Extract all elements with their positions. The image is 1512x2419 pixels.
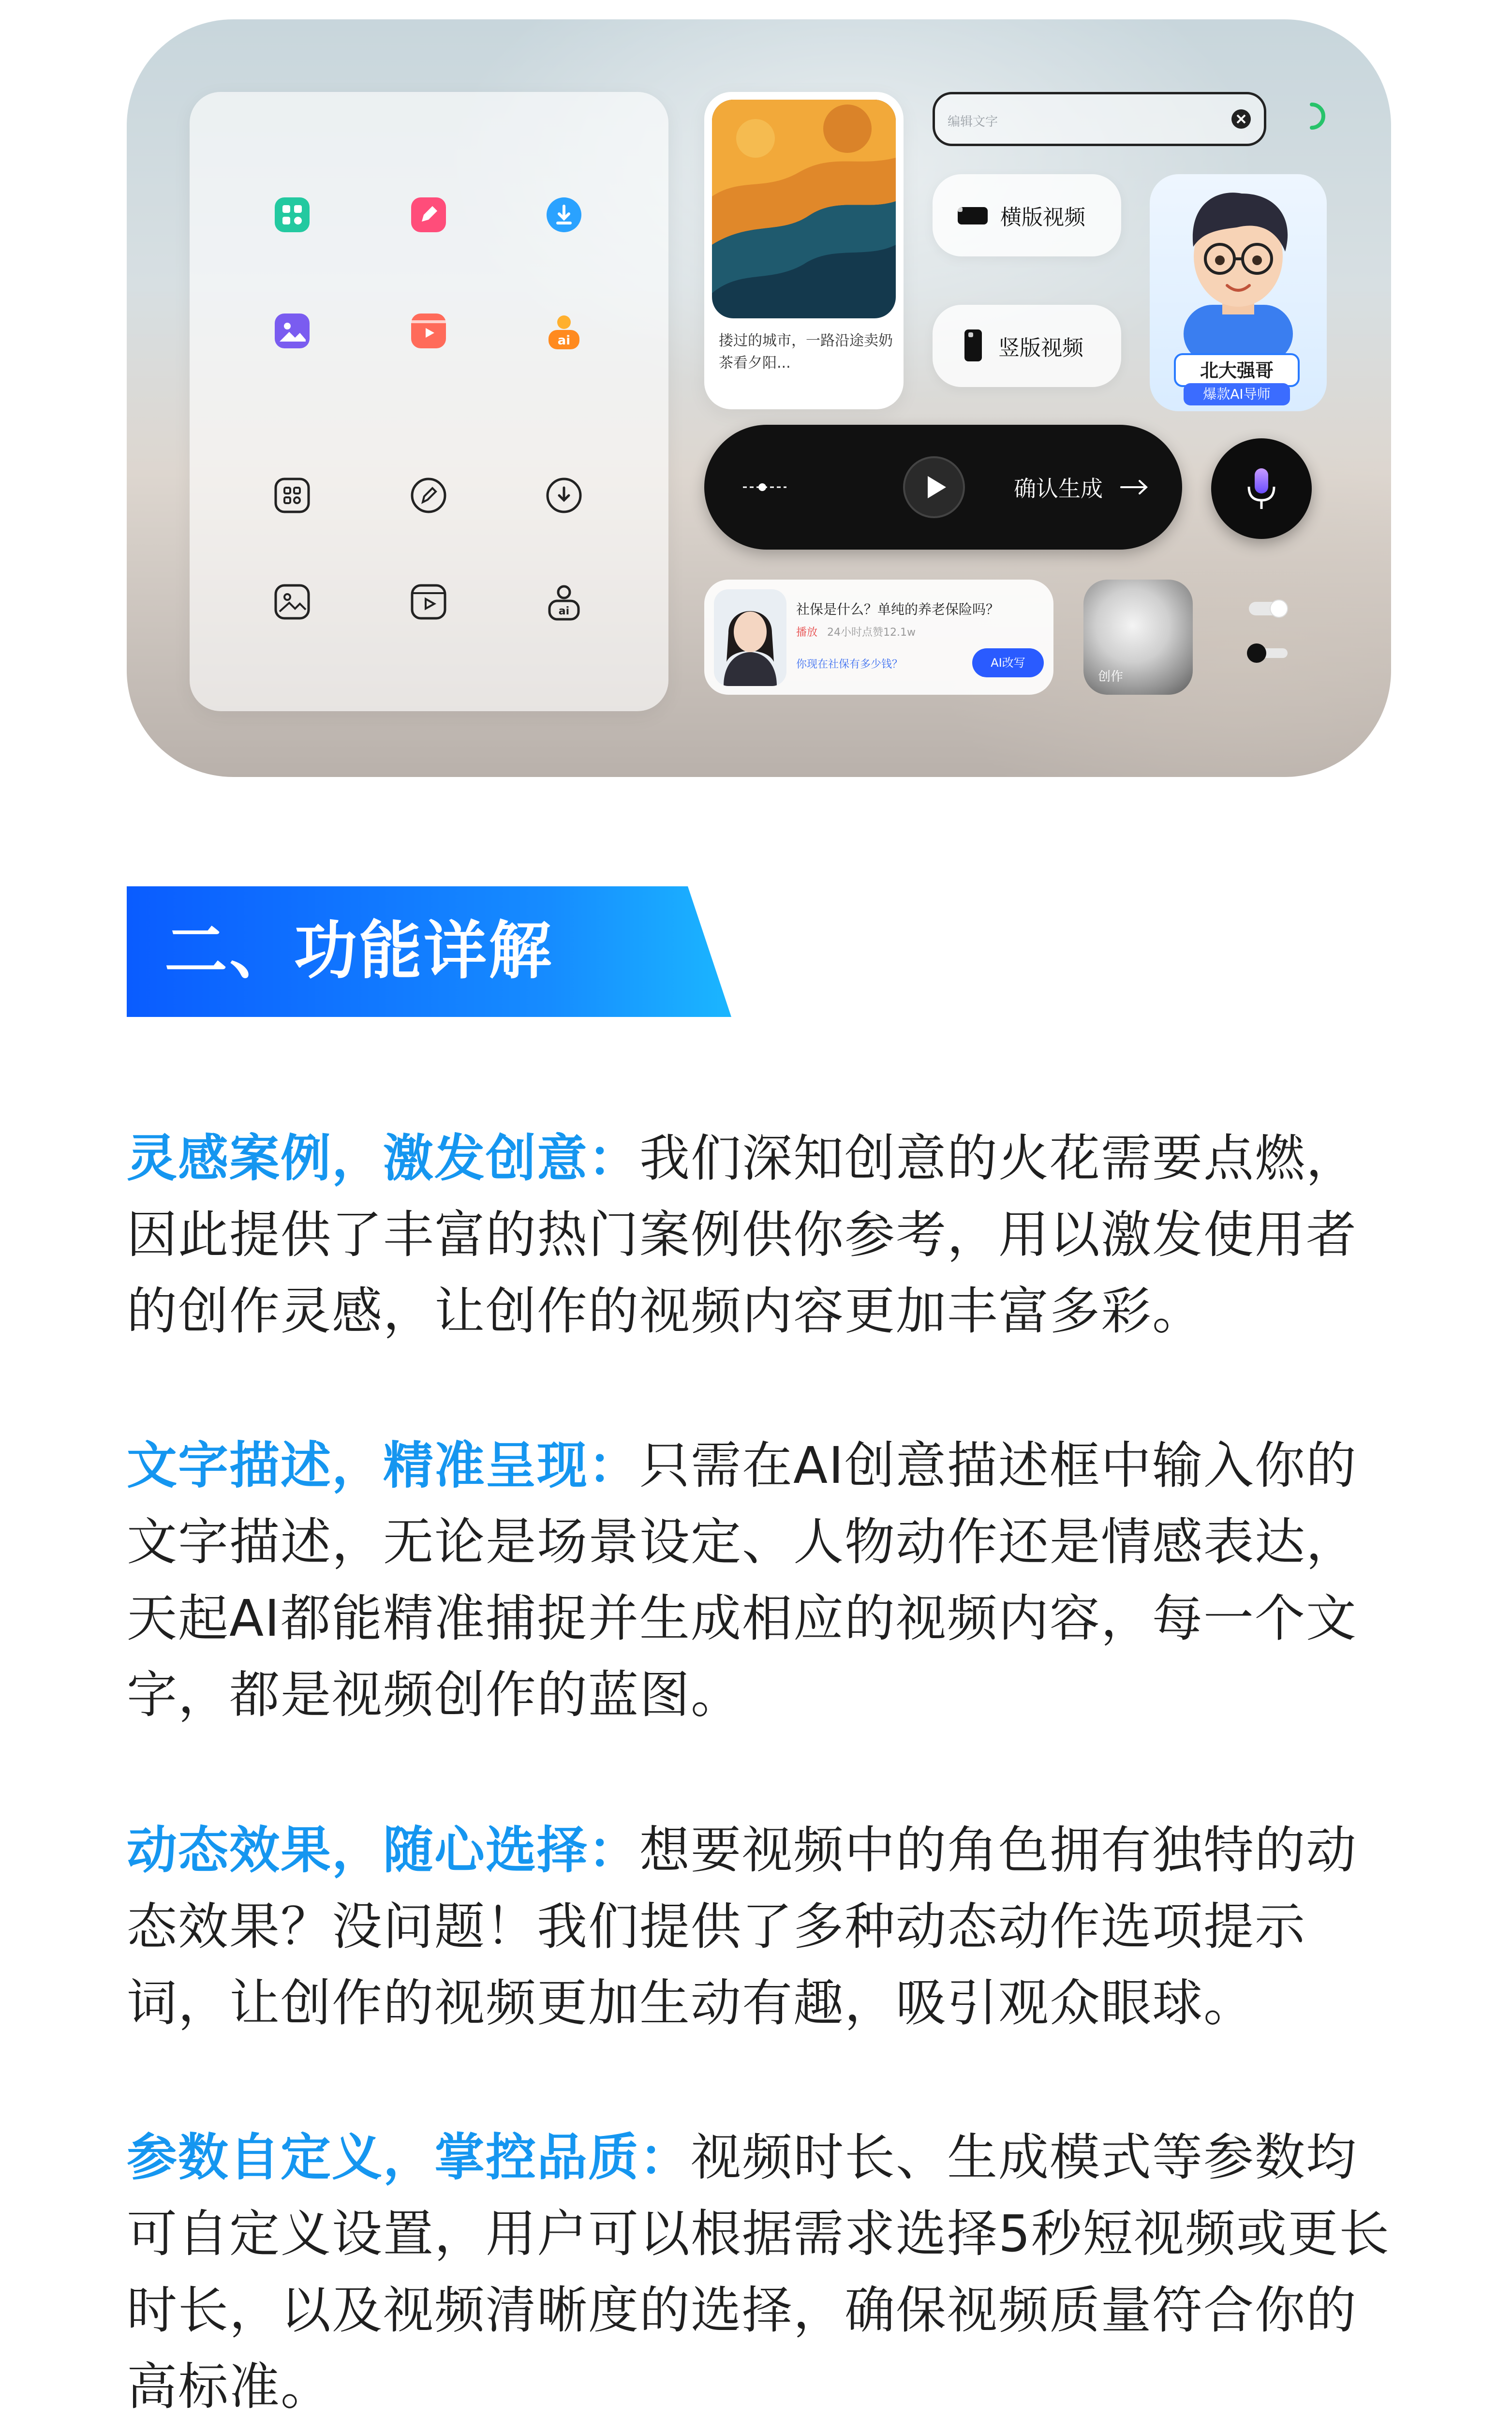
feature-heading: 灵感案例，激发创意： (127, 1129, 640, 1188)
ai-rewrite-button[interactable]: AI改写 (972, 648, 1044, 677)
feature-heading: 文字描述，精准呈现： (127, 1436, 640, 1495)
qa-link[interactable]: 你现在社保有多少钱？ (796, 658, 903, 671)
edit-outline-icon[interactable] (407, 474, 450, 517)
text-edit-placeholder: 编辑文字 (948, 115, 998, 129)
feature-body: 我们深知创意的火花需要点燃，因此提供了丰富的热门案例供你参考，用以激发使用者的创作灵感，让创作的视频内容更加丰富多彩。 (127, 1129, 1358, 1341)
edit-icon[interactable] (407, 194, 450, 236)
feature-paragraph (127, 2119, 1394, 2419)
feature-paragraph (127, 1120, 1394, 1349)
qa-tag: 播放 (796, 627, 818, 639)
text-edit-input[interactable] (933, 92, 1266, 146)
cartoon-avatar (1150, 174, 1327, 358)
avatar-subtitle-badge: 爆款AI导师 (1184, 383, 1290, 405)
cloud-download-outline-icon[interactable] (543, 474, 585, 517)
autumn-forest-photo (712, 100, 896, 318)
feature-paragraph (127, 1427, 1394, 1733)
vertical-video-label: 竖版视频 (998, 336, 1083, 360)
horizontal-video-label: 横版视频 (1000, 205, 1085, 230)
avatar-name-badge: 北大强哥 (1174, 353, 1300, 387)
video-clip-outline-icon[interactable] (407, 581, 450, 623)
feature-body: 想要视频中的角色拥有独特的动态效果？没问题！我们提供了多种动态动作选项提示词，让创作的视频更加生动有趣，吸引观众眼球。 (127, 1821, 1358, 2032)
feature-heading: 参数自定义，掌控品质： (127, 2128, 691, 2187)
arrow-right-icon[interactable] (1120, 479, 1149, 495)
image-icon[interactable] (271, 310, 313, 352)
ai-avatar-outline-icon[interactable] (543, 581, 585, 623)
loading-indicator-icon (1297, 102, 1326, 131)
feature-heading: 动态效果，随心选择： (127, 1821, 640, 1880)
clear-icon[interactable] (1230, 108, 1252, 130)
feature-body: 只需在AI创意描述框中输入你的文字描述，无论是场景设定、人物动作还是情感表达，天起AI都能精准捕捉并生成相应的视频内容，每一个文字，都是视频创作的蓝图。 (127, 1436, 1358, 1724)
landscape-phone-icon (956, 203, 990, 227)
horizontal-video-button[interactable] (933, 174, 1121, 256)
svg-text:ai: ai (557, 333, 571, 348)
app-icon-panel (190, 92, 668, 711)
hero-mockup (127, 19, 1391, 777)
cloud-download-icon[interactable] (543, 194, 585, 236)
apps-icon[interactable] (271, 194, 313, 236)
portrait-phone-icon (959, 328, 988, 364)
video-clip-icon[interactable] (407, 310, 450, 352)
ai-mentor-avatar-card[interactable] (1150, 174, 1327, 411)
play-icon[interactable] (903, 456, 965, 519)
feature-body: 视频时长、生成模式等参数均可自定义设置，用户可以根据需求选择5秒短视频或更长时长，以及视频清晰度的选择，确保视频质量符合你的高标准。 (127, 2128, 1391, 2416)
qa-meta: 24小时点赞12.1w (827, 627, 916, 639)
generate-player-bar (704, 425, 1182, 550)
presenter-avatar (714, 589, 786, 686)
feature-paragraph (127, 1812, 1394, 2041)
slider-icon[interactable] (743, 479, 786, 495)
toggle-switches[interactable] (1239, 595, 1297, 672)
sphere-label: 创作 (1098, 670, 1124, 684)
photo-caption: 搂过的城市，一路沿途卖奶茶看夕阳... (719, 332, 893, 372)
photo-card[interactable] (704, 92, 904, 409)
svg-text:ai: ai (558, 605, 570, 617)
confirm-generate-label[interactable]: 确认生成 (1014, 476, 1103, 502)
qa-card[interactable] (704, 580, 1053, 695)
sphere-card[interactable] (1083, 580, 1193, 695)
section-title: 二、功能详解 (164, 914, 554, 987)
image-outline-icon[interactable] (271, 581, 313, 623)
microphone-icon (1242, 464, 1281, 513)
microphone-button[interactable] (1211, 438, 1312, 539)
apps-outline-icon[interactable] (271, 474, 313, 517)
qa-question: 社保是什么？单纯的养老保险吗？ (796, 601, 1000, 617)
vertical-video-button[interactable] (933, 305, 1121, 387)
ai-avatar-icon[interactable] (543, 310, 585, 352)
